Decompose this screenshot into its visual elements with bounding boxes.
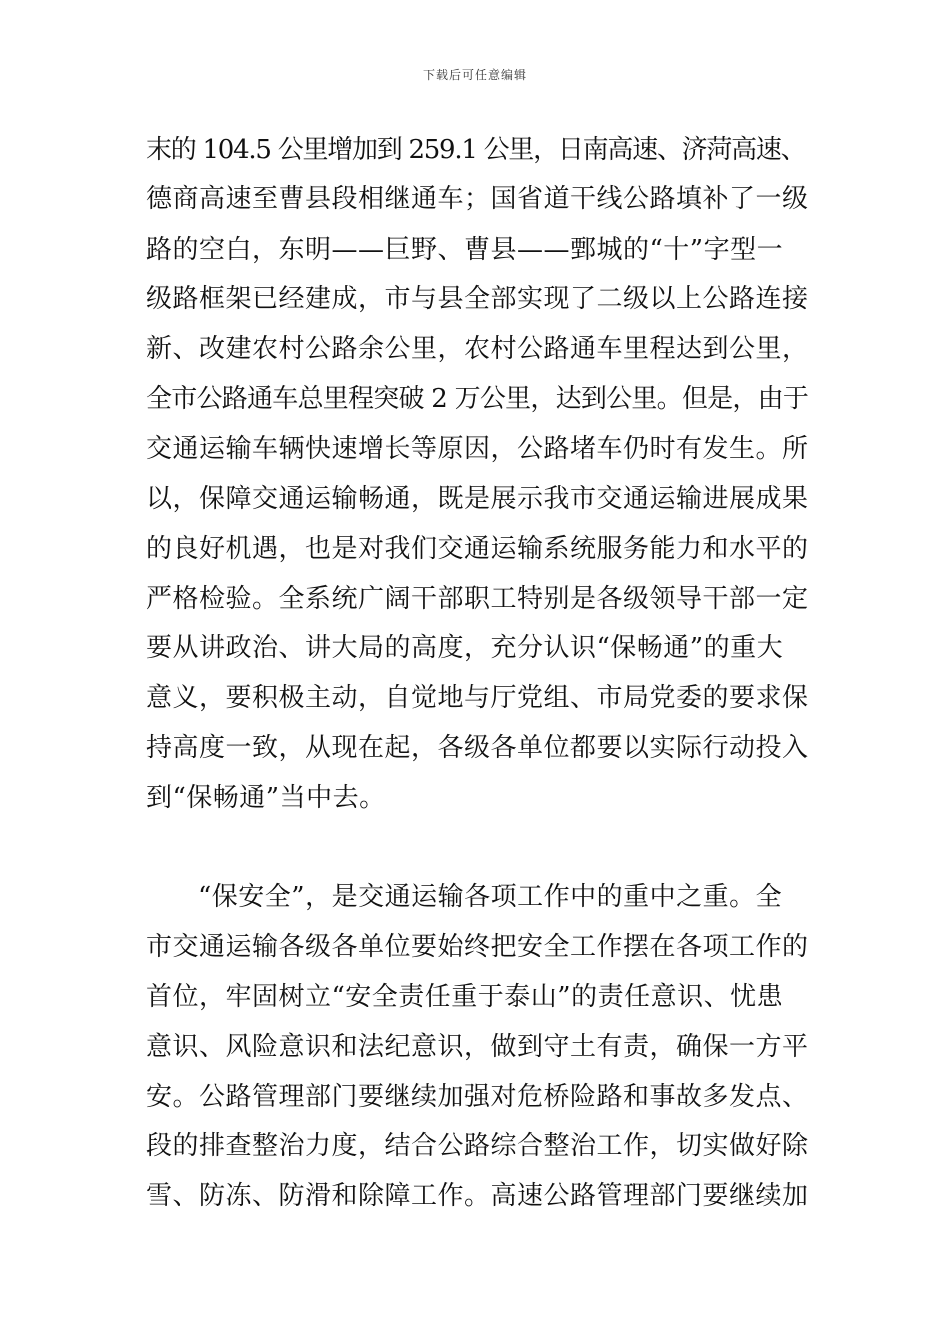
paragraph-1-line: 意义，要积极主动，自觉地与厅党组、市局党委的要求保 — [146, 683, 809, 713]
paragraph-1-line: 交通运输车辆快速增长等原因，公路堵车仍时有发生。所 — [146, 434, 809, 464]
paragraph-2-line: 首位，牢固树立“安全责任重于泰山”的责任意识、忧患 — [146, 982, 784, 1012]
paragraph-2-line: 意识、风险意识和法纪意识，做到守土有责，确保一方平 — [146, 1032, 809, 1062]
paragraph-1-line: 严格检验。全系统广阔干部职工特别是各级领导干部一定 — [146, 584, 809, 614]
paragraph-1-line: 全市公路通车总里程突破 2 万公里，达到公里。但是，由于 — [146, 384, 809, 414]
paragraph-2-line: 市交通运输各级各单位要始终把安全工作摆在各项工作的 — [146, 932, 809, 962]
paragraph-1-line: 级路框架已经建成，市与县全部实现了二级以上公路连接 — [146, 284, 809, 314]
header-note: 下载后可任意编辑 — [422, 68, 527, 82]
paragraph-1-line: 以，保障交通运输畅通，既是展示我市交通运输进展成果 — [146, 484, 809, 514]
paragraph-1-line: 德商高速至曹县段相继通车；国省道干线公路填补了一级 — [146, 184, 809, 214]
paragraph-1-line: 要从讲政治、讲大局的高度，充分认识“保畅通”的重大 — [146, 633, 784, 663]
paragraph-2-line: “保安全”，是交通运输各项工作中的重中之重。全 — [198, 882, 783, 912]
paragraph-2-line: 雪、防冻、防滑和除障工作。高速公路管理部门要继续加 — [146, 1181, 809, 1211]
paragraph-2-line: 安。公路管理部门要继续加强对危桥险路和事故多发点、 — [146, 1082, 809, 1112]
paragraph-1-line: 持高度一致，从现在起，各级各单位都要以实际行动投入 — [146, 733, 809, 763]
paragraph-2-line: 段的排查整治力度，结合公路综合整治工作，切实做好除 — [146, 1131, 809, 1161]
paragraph-1-line: 新、改建农村公路余公里，农村公路通车里程达到公里， — [146, 334, 809, 364]
paragraph-1-line: 路的空白，东明——巨野、曹县——鄄城的“十”字型一 — [146, 235, 784, 265]
paragraph-1-line: 到“保畅通”当中去。 — [146, 783, 386, 813]
paragraph-1-line: 末的 104.5 公里增加到 259.1 公里，日南高速、济菏高速、 — [146, 135, 806, 165]
paragraph-1-line: 的良好机遇，也是对我们交通运输系统服务能力和水平的 — [146, 534, 809, 564]
